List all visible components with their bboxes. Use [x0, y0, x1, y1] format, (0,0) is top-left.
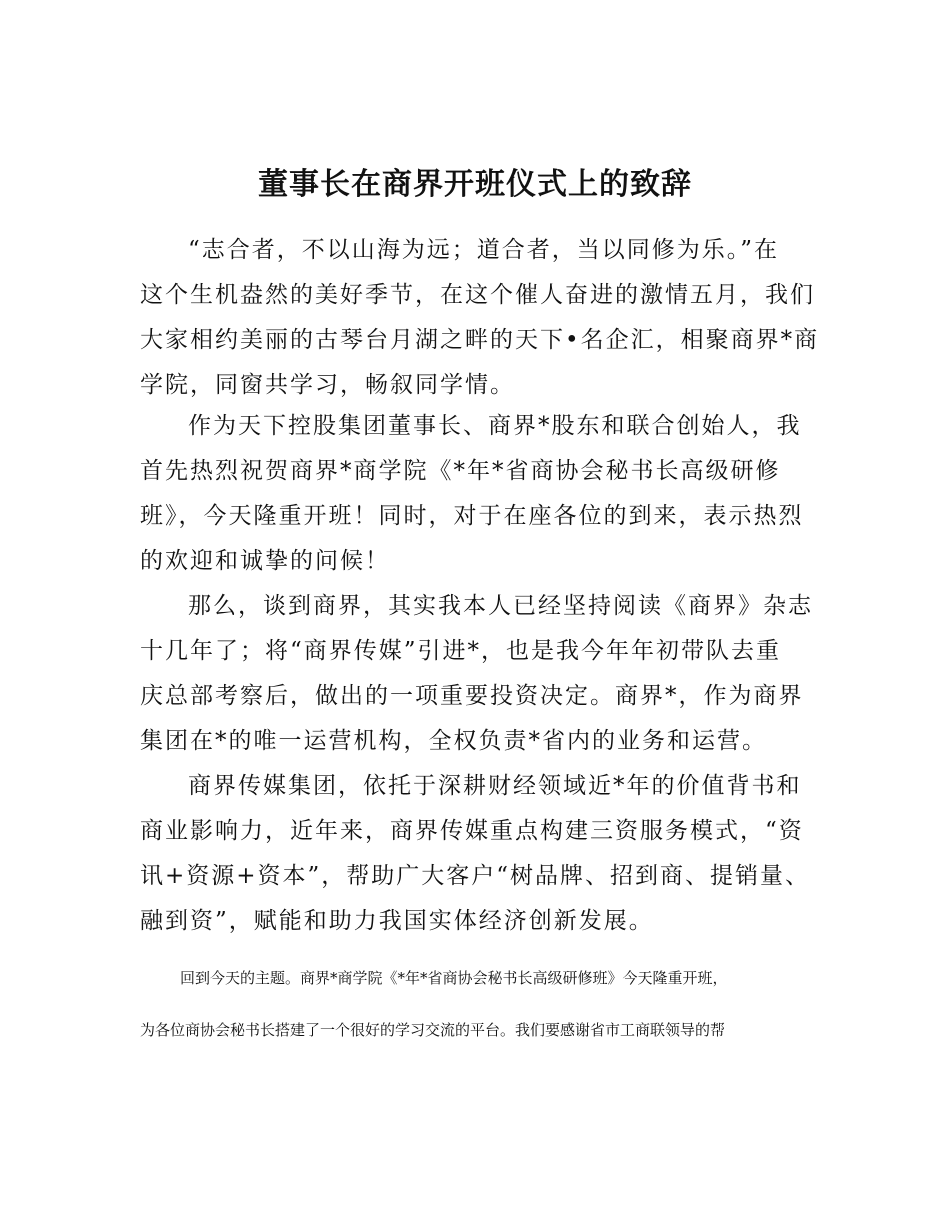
paragraph-line: 十几年了；将“商界传媒”引进*，也是我今年年初带队去重 [140, 638, 782, 664]
paragraph-line: 大家相约美丽的古琴台月湖之畔的天下•名企汇，相聚商界*商 [140, 327, 820, 353]
document-title: 董事长在商界开班仪式上的致辞 [258, 167, 692, 202]
paragraph-line: 商业影响力，近年来，商界传媒重点构建三资服务模式，“资 [140, 818, 804, 844]
paragraph-line: 那么，谈到商界，其实我本人已经坚持阅读《商界》杂志 [188, 593, 813, 619]
paragraph-line: “志合者，不以山海为远；道合者，当以同修为乐。”在 [188, 237, 780, 263]
paragraph-line: 首先热烈祝贺商界*商学院《*年*省商协会秘书长高级研修 [140, 458, 781, 484]
paragraph-line: 商界传媒集团，依托于深耕财经领域近*年的价值背书和 [188, 773, 802, 799]
paragraph-line: 回到今天的主题。商界*商学院《*年*省商协会秘书长高级研修班》今天隆重开班， [180, 969, 728, 987]
paragraph-5-small [140, 952, 812, 1056]
paragraph-2 [140, 404, 812, 584]
paragraph-line: 融到资”，赋能和助力我国实体经济创新发展。 [140, 908, 654, 934]
paragraph-1 [140, 228, 820, 408]
paragraph-line: 这个生机盎然的美好季节，在这个催人奋进的激情五月，我们 [140, 282, 815, 308]
paragraph-4 [140, 764, 812, 944]
paragraph-line: 的欢迎和诚挚的问候！ [140, 548, 390, 574]
paragraph-line: 作为天下控股集团董事长、商界*股东和联合创始人，我 [188, 413, 802, 439]
paragraph-3 [140, 584, 812, 764]
paragraph-line: 庆总部考察后，做出的一项重要投资决定。商界*，作为商界 [140, 683, 804, 709]
paragraph-line: 学院，同窗共学习，畅叙同学情。 [140, 372, 515, 398]
paragraph-line: 班》，今天隆重开班！同时，对于在座各位的到来，表示热烈 [140, 503, 804, 529]
paragraph-line: 集团在*的唯一运营机构，全权负责*省内的业务和运营。 [140, 728, 767, 754]
paragraph-line: 为各位商协会秘书长搭建了一个很好的学习交流的平台。我们要感谢省市工商联领导的帮 [140, 1021, 726, 1039]
paragraph-line: 讯+资源+资本”，帮助广大客户“树品牌、招到商、提销量、 [140, 863, 811, 889]
